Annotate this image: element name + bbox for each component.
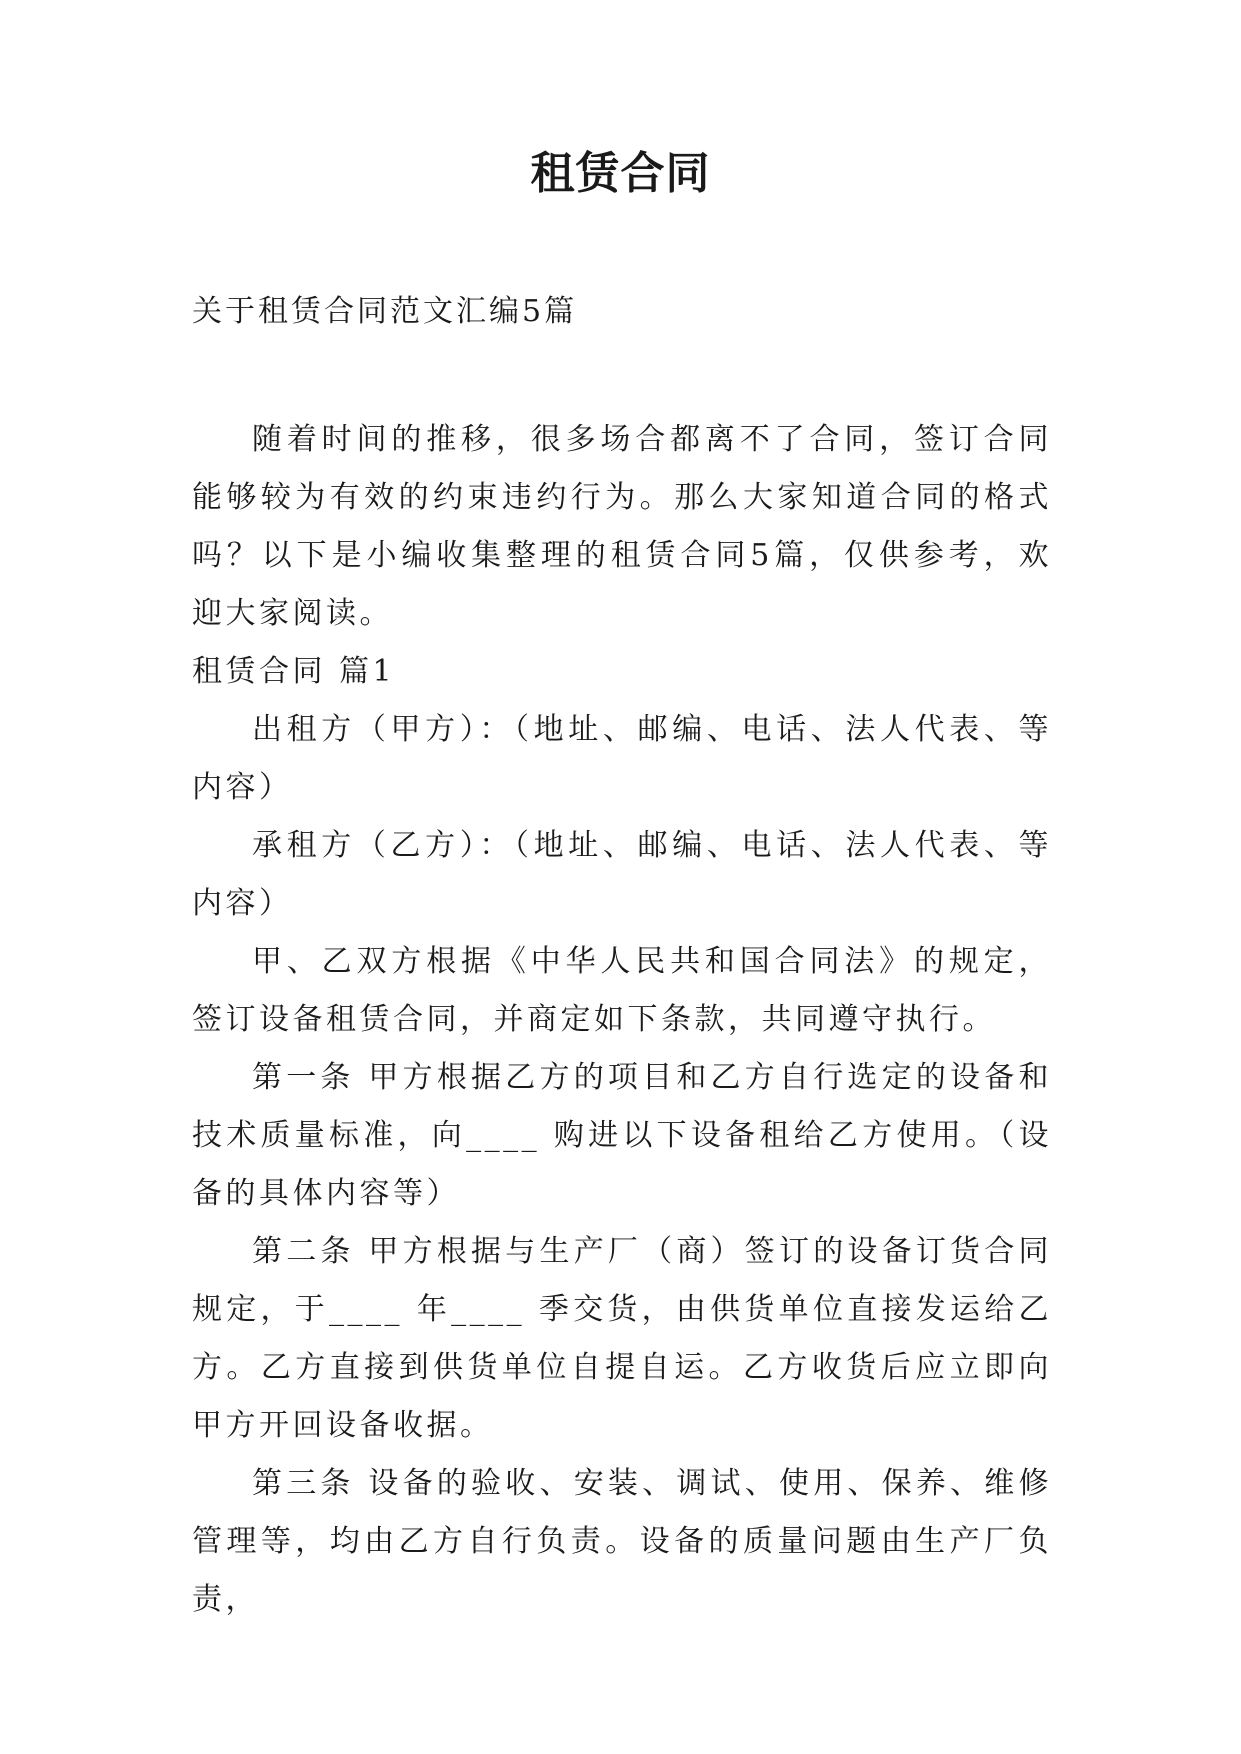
paragraph-lessor: 出租方（甲方）：（地址、邮编、电话、法人代表、等内容） bbox=[192, 712, 1052, 805]
paragraph-agreement: 甲、乙双方根据《中华人民共和国合同法》的规定，签订设备租赁合同，并商定如下条款，共同遵守执行。 bbox=[192, 944, 1052, 1037]
document-title: 租赁合同 bbox=[530, 148, 711, 199]
paragraph-article-2: 第二条 甲方根据与生产厂（商）签订的设备订货合同规定，于____ 年____ 季交货，由供货单位直接发运给乙方。乙方直接到供货单位自提自运。乙方收货后应立即向甲方开回设备收据。 bbox=[192, 1234, 1052, 1443]
document-body bbox=[192, 411, 1052, 1629]
paragraph-article-1: 第一条 甲方根据乙方的项目和乙方自行选定的设备和技术质量标准，向____ 购进以下设备租给乙方使用。（设备的具体内容等） bbox=[192, 1060, 1052, 1211]
section-heading: 租赁合同 篇1 bbox=[192, 654, 396, 689]
document-subtitle: 关于租赁合同范文汇编5篇 bbox=[192, 294, 578, 329]
paragraph-article-3: 第三条 设备的验收、安装、调试、使用、保养、维修管理等，均由乙方自行负责。设备的质量问题由生产厂负责， bbox=[192, 1466, 1052, 1617]
paragraph-intro: 随着时间的推移，很多场合都离不了合同，签订合同能够较为有效的约束违约行为。那么大家知道合同的格式吗？以下是小编收集整理的租赁合同5篇，仅供参考，欢迎大家阅读。 bbox=[192, 422, 1052, 631]
paragraph-lessee: 承租方（乙方）：（地址、邮编、电话、法人代表、等内容） bbox=[192, 828, 1052, 921]
